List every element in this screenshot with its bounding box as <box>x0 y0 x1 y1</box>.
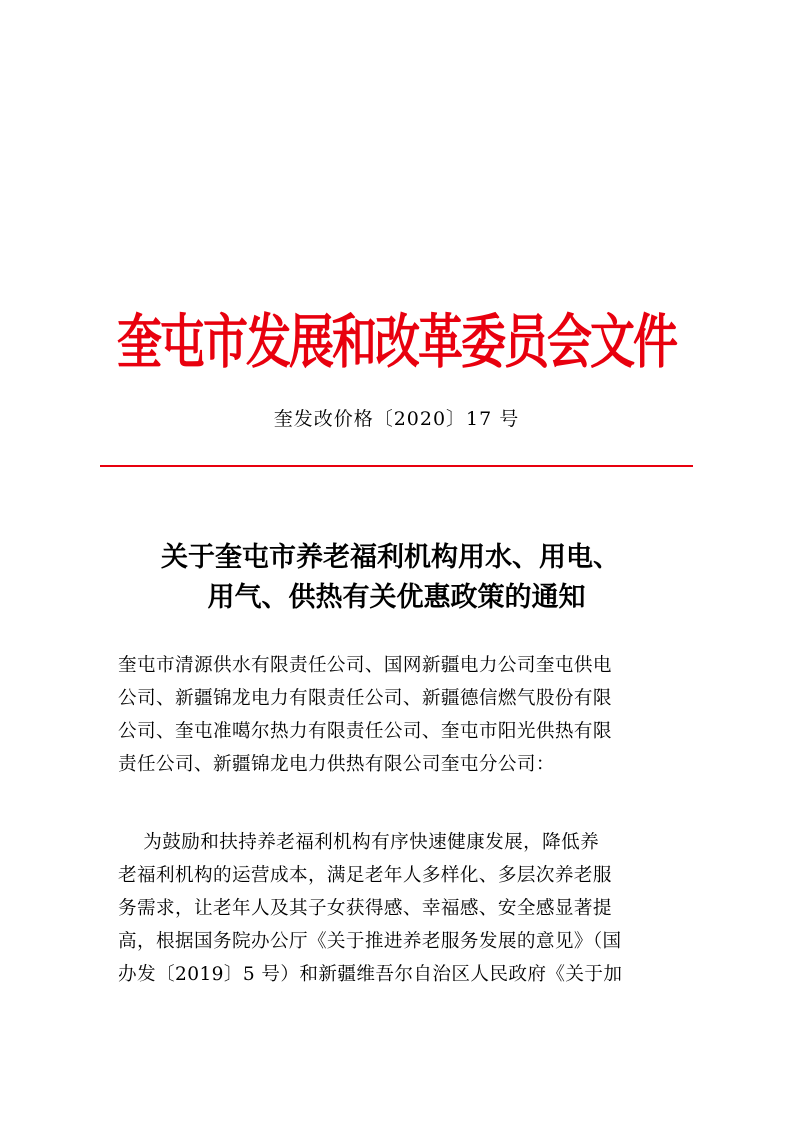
document-masthead: 奎屯市发展和改革委员会文件 <box>116 307 676 377</box>
addressee-line: 责任公司、新疆锦龙电力供热有限公司奎屯分公司： <box>118 754 555 775</box>
addressee-line: 公司、奎屯准噶尔热力有限责任公司、奎屯市阳光供热有限 <box>118 721 612 742</box>
addressee-line: 奎屯市清源供水有限责任公司、国网新疆电力公司奎屯供电 <box>118 655 612 676</box>
paragraph-line: 办发〔2019〕5 号）和新疆维吾尔自治区人民政府《关于加 <box>118 964 623 985</box>
addressee-line: 公司、新疆锦龙电力有限责任公司、新疆德信燃气股份有限 <box>118 688 612 709</box>
red-divider-line <box>100 465 693 467</box>
notice-title <box>0 538 793 618</box>
notice-title-line-2: 用气、供热有关优惠政策的通知 <box>207 582 586 613</box>
body-paragraph <box>118 826 678 991</box>
addressee-block <box>118 649 678 781</box>
document-number: 奎发改价格〔2020〕17 号 <box>273 408 520 430</box>
paragraph-line: 高，根据国务院办公厅《关于推进养老服务发展的意见》（国 <box>118 931 622 952</box>
paragraph-line: 为鼓励和扶持养老福利机构有序快速健康发展，降低养 <box>118 832 600 853</box>
paragraph-line: 老福利机构的运营成本，满足老年人多样化、多层次养老服 <box>118 865 612 886</box>
notice-title-line-1: 关于奎屯市养老福利机构用水、用电、 <box>161 542 620 573</box>
paragraph-line: 务需求，让老年人及其子女获得感、幸福感、安全感显著提 <box>118 898 612 919</box>
